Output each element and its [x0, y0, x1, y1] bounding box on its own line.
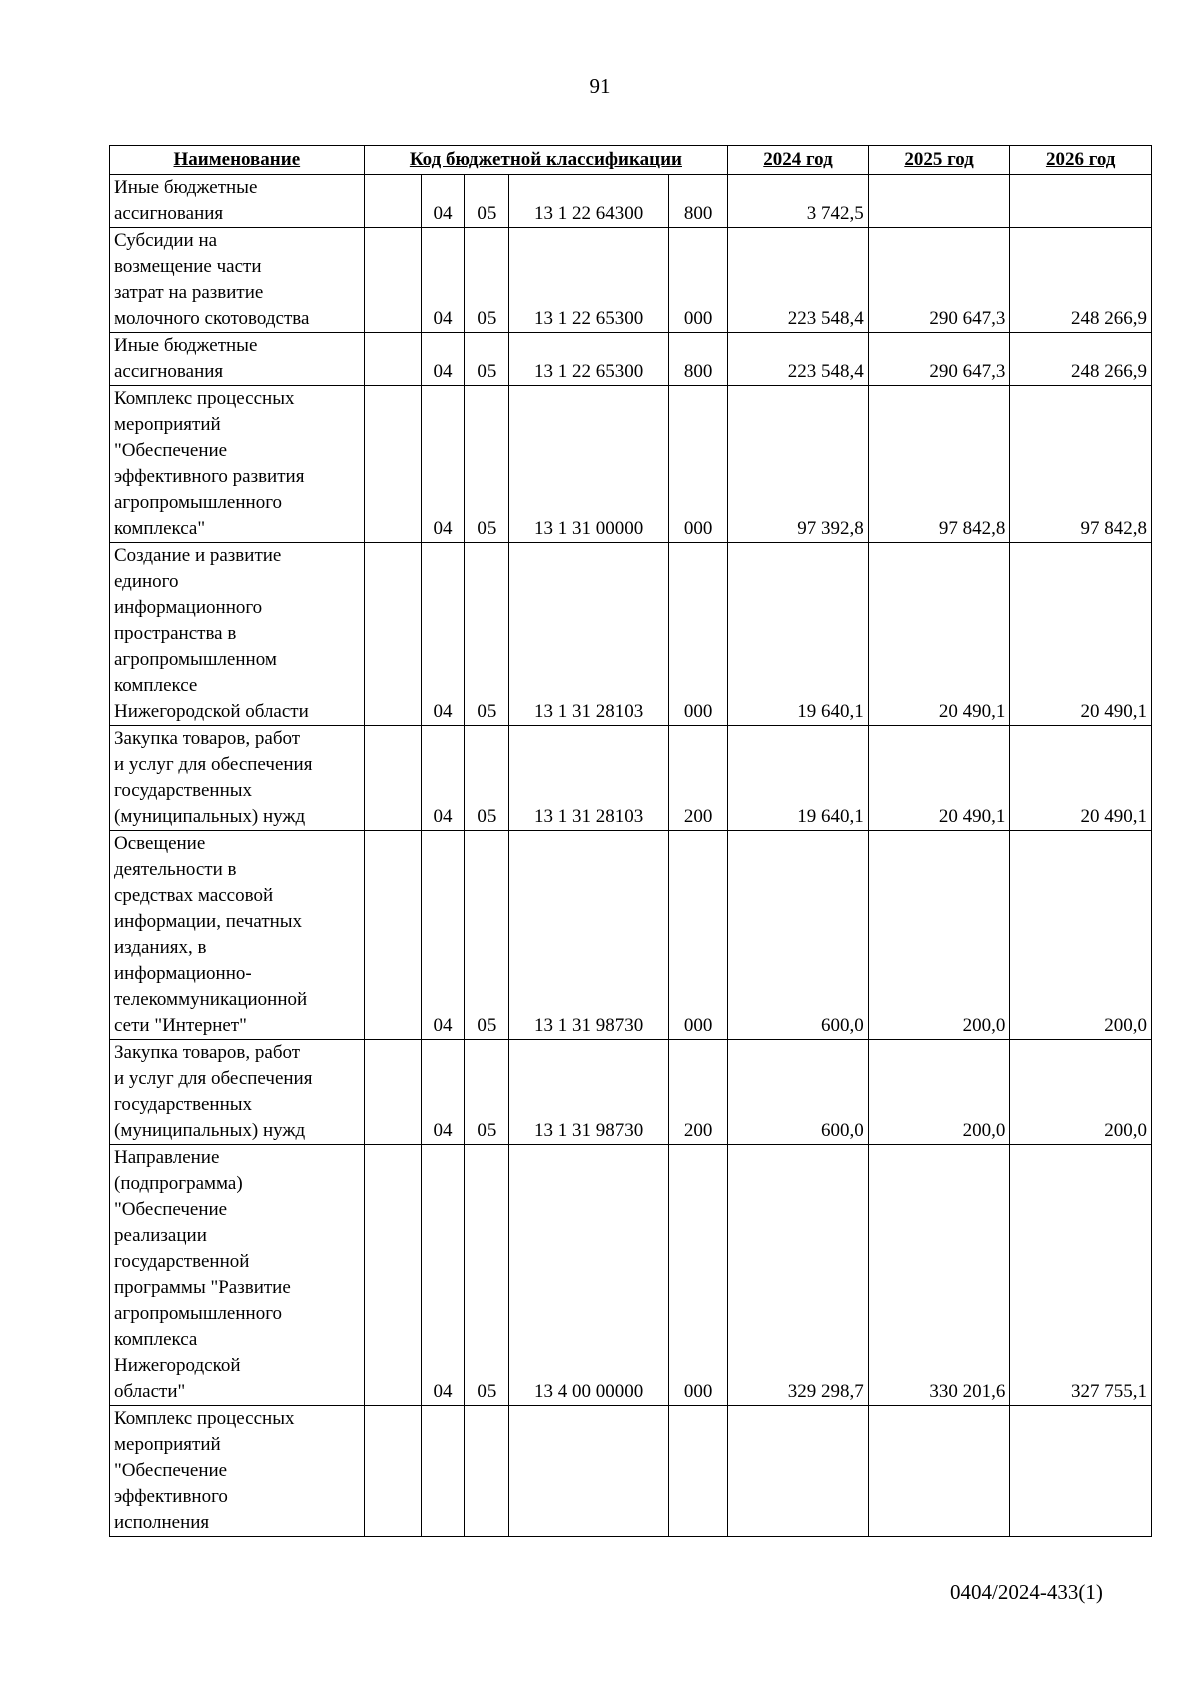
cell-pr: 05: [465, 1040, 509, 1145]
cell-2026: 200,0: [1010, 831, 1152, 1040]
cell-name: Комплекс процессных мероприятий "Обеспечение эффективного исполнения: [110, 1406, 365, 1537]
cell-vr: 800: [669, 333, 728, 386]
cell-2025: 290 647,3: [868, 333, 1010, 386]
cell-pr: 05: [465, 386, 509, 543]
cell-2025: 290 647,3: [868, 228, 1010, 333]
header-2025: 2025 год: [868, 146, 1010, 175]
cell-name: Иные бюджетные ассигнования: [110, 175, 365, 228]
cell-2026: [1010, 175, 1152, 228]
cell-pr: 05: [465, 175, 509, 228]
table-row: [110, 543, 1152, 726]
header-2024: 2024 год: [728, 146, 869, 175]
header-name: Наименование: [110, 146, 365, 175]
cell-2025: 20 490,1: [868, 726, 1010, 831]
cell-2024: 600,0: [728, 1040, 869, 1145]
page-number: 91: [589, 74, 611, 98]
cell-pr: 05: [465, 333, 509, 386]
cell-2024: 600,0: [728, 831, 869, 1040]
cell-rz: 04: [421, 1145, 465, 1406]
cell-name: Комплекс процессных мероприятий "Обеспечение эффективного развития агропромышленного комплекса": [110, 386, 365, 543]
cell-vr: 000: [669, 1145, 728, 1406]
cell-2026: [1010, 1406, 1152, 1537]
cell-csr: 13 1 31 98730: [509, 831, 669, 1040]
cell-2026: 327 755,1: [1010, 1145, 1152, 1406]
cell-2025: 200,0: [868, 1040, 1010, 1145]
cell-vr: [669, 1406, 728, 1537]
cell-csr: 13 4 00 00000: [509, 1145, 669, 1406]
cell-name: Иные бюджетные ассигнования: [110, 333, 365, 386]
cell-csr: 13 1 31 28103: [509, 543, 669, 726]
cell-pr: 05: [465, 831, 509, 1040]
header-2026: 2026 год: [1010, 146, 1152, 175]
cell-name: Направление (подпрограмма) "Обеспечение реализации государственной программы "Развитие агропромышленного комплекса Нижегородской области": [110, 1145, 365, 1406]
cell-ved: [364, 726, 421, 831]
cell-2026: 248 266,9: [1010, 333, 1152, 386]
cell-ved: [364, 175, 421, 228]
cell-rz: 04: [421, 333, 465, 386]
cell-2024: 223 548,4: [728, 228, 869, 333]
table-row: [110, 386, 1152, 543]
cell-csr: 13 1 31 00000: [509, 386, 669, 543]
cell-2026: 97 842,8: [1010, 386, 1152, 543]
cell-pr: [465, 1406, 509, 1537]
cell-2024: 223 548,4: [728, 333, 869, 386]
cell-ved: [364, 1040, 421, 1145]
cell-2024: 97 392,8: [728, 386, 869, 543]
cell-name: Создание и развитие единого информационного пространства в агропромышленном комплексе Нижегородской области: [110, 543, 365, 726]
header-code: Код бюджетной классификации: [364, 146, 728, 175]
cell-pr: 05: [465, 1145, 509, 1406]
table-body: [110, 175, 1152, 1537]
cell-name: Субсидии на возмещение части затрат на развитие молочного скотоводства: [110, 228, 365, 333]
cell-2024: 19 640,1: [728, 543, 869, 726]
cell-vr: 000: [669, 386, 728, 543]
cell-name: Освещение деятельности в средствах массовой информации, печатных изданиях, в информационно- телекоммуникационной сети "Интернет": [110, 831, 365, 1040]
cell-vr: 200: [669, 1040, 728, 1145]
cell-rz: 04: [421, 831, 465, 1040]
cell-2025: 97 842,8: [868, 386, 1010, 543]
table-header-row: [110, 146, 1152, 175]
cell-name: Закупка товаров, работ и услуг для обеспечения государственных (муниципальных) нужд: [110, 1040, 365, 1145]
cell-ved: [364, 1145, 421, 1406]
cell-2024: 3 742,5: [728, 175, 869, 228]
cell-vr: 000: [669, 543, 728, 726]
cell-2026: 200,0: [1010, 1040, 1152, 1145]
table-row: [110, 831, 1152, 1040]
cell-pr: 05: [465, 726, 509, 831]
cell-vr: 000: [669, 228, 728, 333]
cell-csr: [509, 1406, 669, 1537]
cell-2024: 19 640,1: [728, 726, 869, 831]
cell-ved: [364, 386, 421, 543]
cell-vr: 800: [669, 175, 728, 228]
cell-rz: 04: [421, 386, 465, 543]
cell-vr: 000: [669, 831, 728, 1040]
cell-ved: [364, 1406, 421, 1537]
cell-rz: 04: [421, 543, 465, 726]
cell-rz: 04: [421, 175, 465, 228]
cell-csr: 13 1 31 98730: [509, 1040, 669, 1145]
table-row: [110, 333, 1152, 386]
cell-ved: [364, 831, 421, 1040]
cell-2025: 20 490,1: [868, 543, 1010, 726]
table-row: [110, 1406, 1152, 1537]
table-row: [110, 726, 1152, 831]
cell-ved: [364, 543, 421, 726]
cell-vr: 200: [669, 726, 728, 831]
cell-2024: [728, 1406, 869, 1537]
cell-2026: 20 490,1: [1010, 726, 1152, 831]
table-row: [110, 228, 1152, 333]
cell-2025: 200,0: [868, 831, 1010, 1040]
table-row: [110, 1040, 1152, 1145]
cell-pr: 05: [465, 543, 509, 726]
cell-rz: 04: [421, 228, 465, 333]
document-code: 0404/2024-433(1): [950, 1580, 1103, 1604]
cell-csr: 13 1 22 65300: [509, 333, 669, 386]
cell-2026: 20 490,1: [1010, 543, 1152, 726]
cell-2024: 329 298,7: [728, 1145, 869, 1406]
cell-pr: 05: [465, 228, 509, 333]
cell-rz: 04: [421, 1040, 465, 1145]
cell-2025: [868, 1406, 1010, 1537]
cell-csr: 13 1 22 64300: [509, 175, 669, 228]
cell-csr: 13 1 22 65300: [509, 228, 669, 333]
cell-2026: 248 266,9: [1010, 228, 1152, 333]
cell-2025: [868, 175, 1010, 228]
cell-ved: [364, 228, 421, 333]
cell-csr: 13 1 31 28103: [509, 726, 669, 831]
budget-table: [109, 145, 1152, 1537]
cell-rz: 04: [421, 726, 465, 831]
table-row: [110, 1145, 1152, 1406]
cell-2025: 330 201,6: [868, 1145, 1010, 1406]
cell-rz: [421, 1406, 465, 1537]
cell-name: Закупка товаров, работ и услуг для обеспечения государственных (муниципальных) нужд: [110, 726, 365, 831]
table-row: [110, 175, 1152, 228]
cell-ved: [364, 333, 421, 386]
